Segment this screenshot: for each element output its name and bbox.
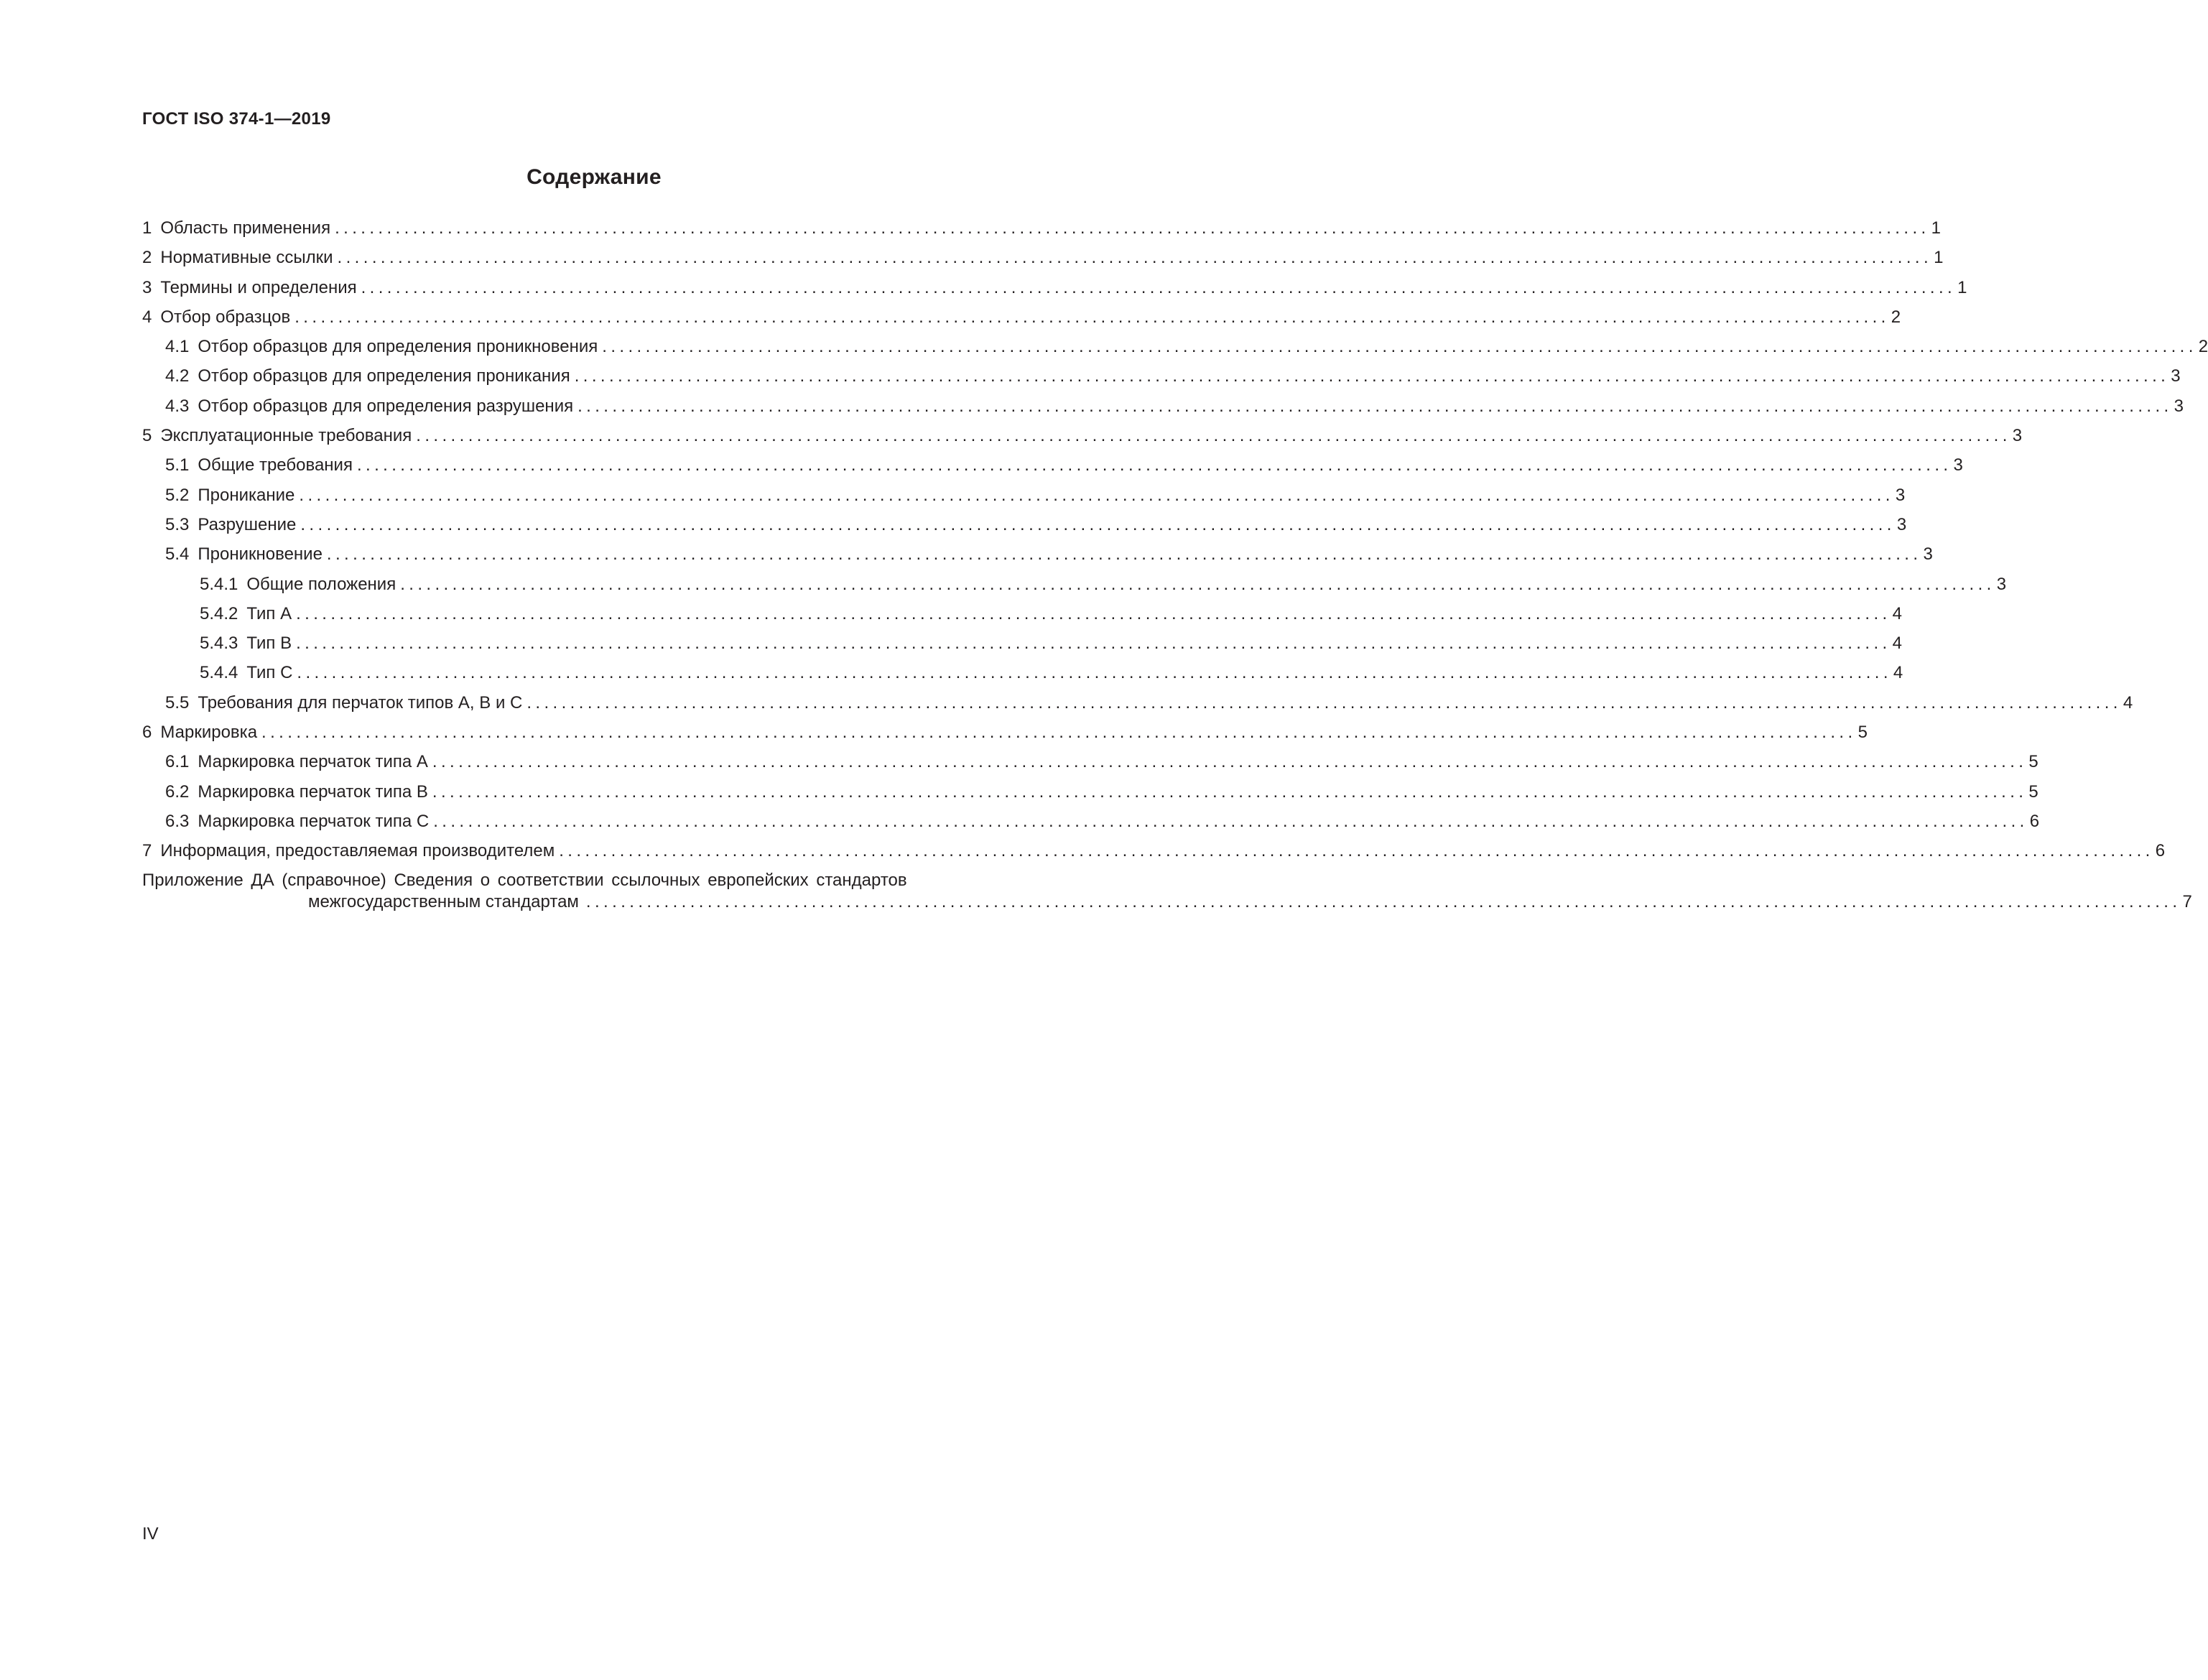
- toc-entry-5-3[interactable]: [142, 514, 1907, 543]
- dot-leader: ........................................................................................................................................................................................: [326, 544, 1922, 565]
- toc-entry-number: 5.2: [165, 485, 190, 505]
- toc-entry-5-4-3[interactable]: [142, 632, 1902, 662]
- toc-entry-label: Область применения: [160, 218, 331, 238]
- toc-entry-number: 7: [142, 841, 152, 861]
- toc-entry-6-1[interactable]: [142, 751, 2038, 780]
- dot-leader: ........................................................................................................................................................................................: [602, 337, 2197, 357]
- toc-entry-6[interactable]: [142, 721, 1868, 751]
- toc-entry-label: Общие положения: [246, 574, 396, 594]
- appendix-title: Приложение ДА (справочное) Сведения о соответствии ссылочных европейских стандартов: [142, 870, 907, 890]
- toc-entry-number: 2: [142, 248, 152, 268]
- toc-entry-label: Отбор образцов: [160, 307, 291, 327]
- page-title: Содержание: [527, 165, 662, 189]
- toc-entry-number: 1: [142, 218, 152, 238]
- toc-entry-5-4-1[interactable]: [142, 573, 2007, 603]
- dot-leader: ........................................................................................................................................................................................: [335, 218, 1930, 238]
- toc-entry-label: Маркировка перчаток типа А: [198, 752, 428, 772]
- toc-entry-label: Эксплуатационные требования: [160, 426, 412, 446]
- toc-entry-number: 3: [142, 277, 152, 297]
- toc-entry-label: Маркировка перчаток типа С: [198, 811, 430, 831]
- toc-entry-label: Термины и определения: [160, 277, 357, 297]
- dot-leader: ........................................................................................................................................................................................: [361, 277, 1957, 297]
- toc-entry-page: 2: [1891, 307, 1901, 327]
- toc-entry-number: 4.1: [165, 337, 190, 357]
- toc-entry-page: 5: [2028, 752, 2038, 772]
- toc-entry-label: Общие требования: [198, 455, 353, 475]
- toc-entry-page: 3: [1953, 455, 1963, 475]
- toc-entry-6-2[interactable]: [142, 781, 2038, 810]
- dot-leader: ........................................................................................................................................................................................: [527, 692, 2122, 713]
- toc-entry-page: 1: [1934, 248, 1944, 268]
- toc-entry-label: Разрушение: [198, 514, 297, 534]
- toc-entry-number: 5.5: [165, 692, 190, 713]
- toc-entry-label: Маркировка перчаток типа В: [198, 781, 428, 802]
- dot-leader: ........................................................................................................................................................................................: [294, 307, 1890, 327]
- toc-entry-number: 5: [142, 426, 152, 446]
- dot-leader: ........................................................................................................................................................................................: [296, 634, 1891, 654]
- toc-entry-label: Нормативные ссылки: [160, 248, 333, 268]
- dot-leader: ........................................................................................................................................................................................: [559, 841, 2154, 861]
- dot-leader: ........................................................................................................................................................................................: [416, 426, 2011, 446]
- toc-entry-1[interactable]: [142, 217, 1941, 246]
- dot-leader: ........................................................................................................................................................................................: [432, 781, 2028, 802]
- toc-entry-5-5[interactable]: [142, 692, 2133, 721]
- dot-leader: ........................................................................................................................................................................................: [300, 514, 1896, 534]
- toc-entry-page: 3: [1923, 544, 1933, 565]
- toc-entry-page: 5: [2028, 781, 2038, 802]
- toc-entry-5-4-4[interactable]: [142, 662, 1903, 691]
- toc-entry-number: 6: [142, 723, 152, 743]
- toc-entry-page: 4: [1893, 663, 1903, 683]
- toc-entry-page: 1: [1931, 218, 1941, 238]
- toc-entry-label: Тип А: [246, 603, 292, 623]
- dot-leader: ........................................................................................................................................................................................: [299, 485, 1894, 505]
- toc-entry-page: 5: [1857, 723, 1868, 743]
- toc-entry-label: Отбор образцов для определения разрушения: [198, 396, 574, 416]
- toc-entry-number: 6.2: [165, 781, 190, 802]
- toc-entry-page: 2: [2198, 337, 2208, 357]
- toc-entry-number: 5.3: [165, 514, 190, 534]
- toc-entry-label: Проникновение: [198, 544, 323, 565]
- toc-entry-label: Тип В: [246, 634, 292, 654]
- toc-entry-5[interactable]: [142, 424, 2023, 454]
- toc-entry-number: 5.4.4: [200, 663, 238, 683]
- toc-entry-4[interactable]: [142, 306, 1901, 335]
- dot-leader: ........................................................................................................................................................................................: [432, 752, 2028, 772]
- toc-entry-label: Отбор образцов для определения проникания: [198, 366, 570, 386]
- toc-entry-page: 4: [1892, 603, 1902, 623]
- toc-entry-number: 4: [142, 307, 152, 327]
- dot-leader: ........................................................................................................................................................................................: [356, 455, 1952, 475]
- toc-entry-4-2[interactable]: [142, 365, 2181, 394]
- toc-entry-5-1[interactable]: [142, 454, 1963, 483]
- toc-entry-page: 7: [2182, 891, 2192, 911]
- toc-entry-label: Отбор образцов для определения проникновения: [198, 337, 598, 357]
- toc-entry-page: 3: [2171, 366, 2181, 386]
- toc-entry-page: 6: [2029, 811, 2040, 831]
- toc-entry-label: Требования для перчаток типов А, В и С: [198, 692, 523, 713]
- dot-leader: ........................................................................................................................................................................................: [261, 723, 1857, 743]
- toc-entry-number: 5.4.3: [200, 634, 238, 654]
- toc-entry-number: 5.4.1: [200, 574, 238, 594]
- toc-entry-number: 4.3: [165, 396, 190, 416]
- dot-leader: ........................................................................................................................................................................................: [296, 603, 1891, 623]
- toc-entry-page: 4: [2123, 692, 2133, 713]
- toc-entry-page: 3: [1896, 514, 1907, 534]
- appendix-title-continued: межгосударственным стандартам: [308, 891, 579, 911]
- document-header: ГОСТ ISO 374-1—2019: [142, 109, 331, 129]
- toc-entry-5-4[interactable]: [142, 543, 1933, 572]
- toc-entry-5-4-2[interactable]: [142, 603, 1902, 632]
- dot-leader: ........................................................................................................................................................................................: [577, 396, 2173, 416]
- toc-entry-number: 6.1: [165, 752, 190, 772]
- toc-entry-page: 3: [1996, 574, 2007, 594]
- toc-entry-appendix[interactable]: [142, 870, 2192, 916]
- toc-entry-page: 3: [1895, 485, 1906, 505]
- toc-entry-page: 6: [2155, 841, 2166, 861]
- toc-entry-6-3[interactable]: [142, 810, 2040, 840]
- toc-entry-page: 1: [1957, 277, 1967, 297]
- toc-entry-label: Информация, предоставляемая производителем: [160, 841, 555, 861]
- dot-leader: ........................................................................................................................................................................................: [337, 248, 1933, 268]
- toc-entry-page: 3: [2012, 426, 2023, 446]
- toc-entry-label: Проникание: [198, 485, 295, 505]
- toc-entry-number: 5.1: [165, 455, 190, 475]
- toc-entry-page: 4: [1892, 634, 1902, 654]
- dot-leader: ........................................................................................................................................................................................: [433, 811, 2028, 831]
- toc-entry-5-2[interactable]: [142, 484, 1906, 514]
- toc-entry-4-1[interactable]: [142, 335, 2208, 365]
- dot-leader: ........................................................................................................................................................................................: [585, 891, 2181, 911]
- toc-entry-number: 5.4.2: [200, 603, 238, 623]
- toc-entry-number: 6.3: [165, 811, 190, 831]
- toc-entry-label: Маркировка: [160, 723, 258, 743]
- table-of-contents: [142, 217, 2208, 916]
- dot-leader: ........................................................................................................................................................................................: [574, 366, 2170, 386]
- toc-entry-number: 5.4: [165, 544, 190, 565]
- toc-entry-number: 4.2: [165, 366, 190, 386]
- toc-entry-7[interactable]: [142, 840, 2166, 869]
- page-number: IV: [142, 1524, 159, 1544]
- toc-entry-page: 3: [2174, 396, 2184, 416]
- dot-leader: ........................................................................................................................................................................................: [297, 663, 1892, 683]
- toc-entry-label: Тип С: [246, 663, 293, 683]
- toc-entry-3[interactable]: [142, 277, 1967, 306]
- toc-entry-4-3[interactable]: [142, 395, 2184, 424]
- toc-entry-2[interactable]: [142, 246, 1944, 276]
- dot-leader: ........................................................................................................................................................................................: [400, 574, 1995, 594]
